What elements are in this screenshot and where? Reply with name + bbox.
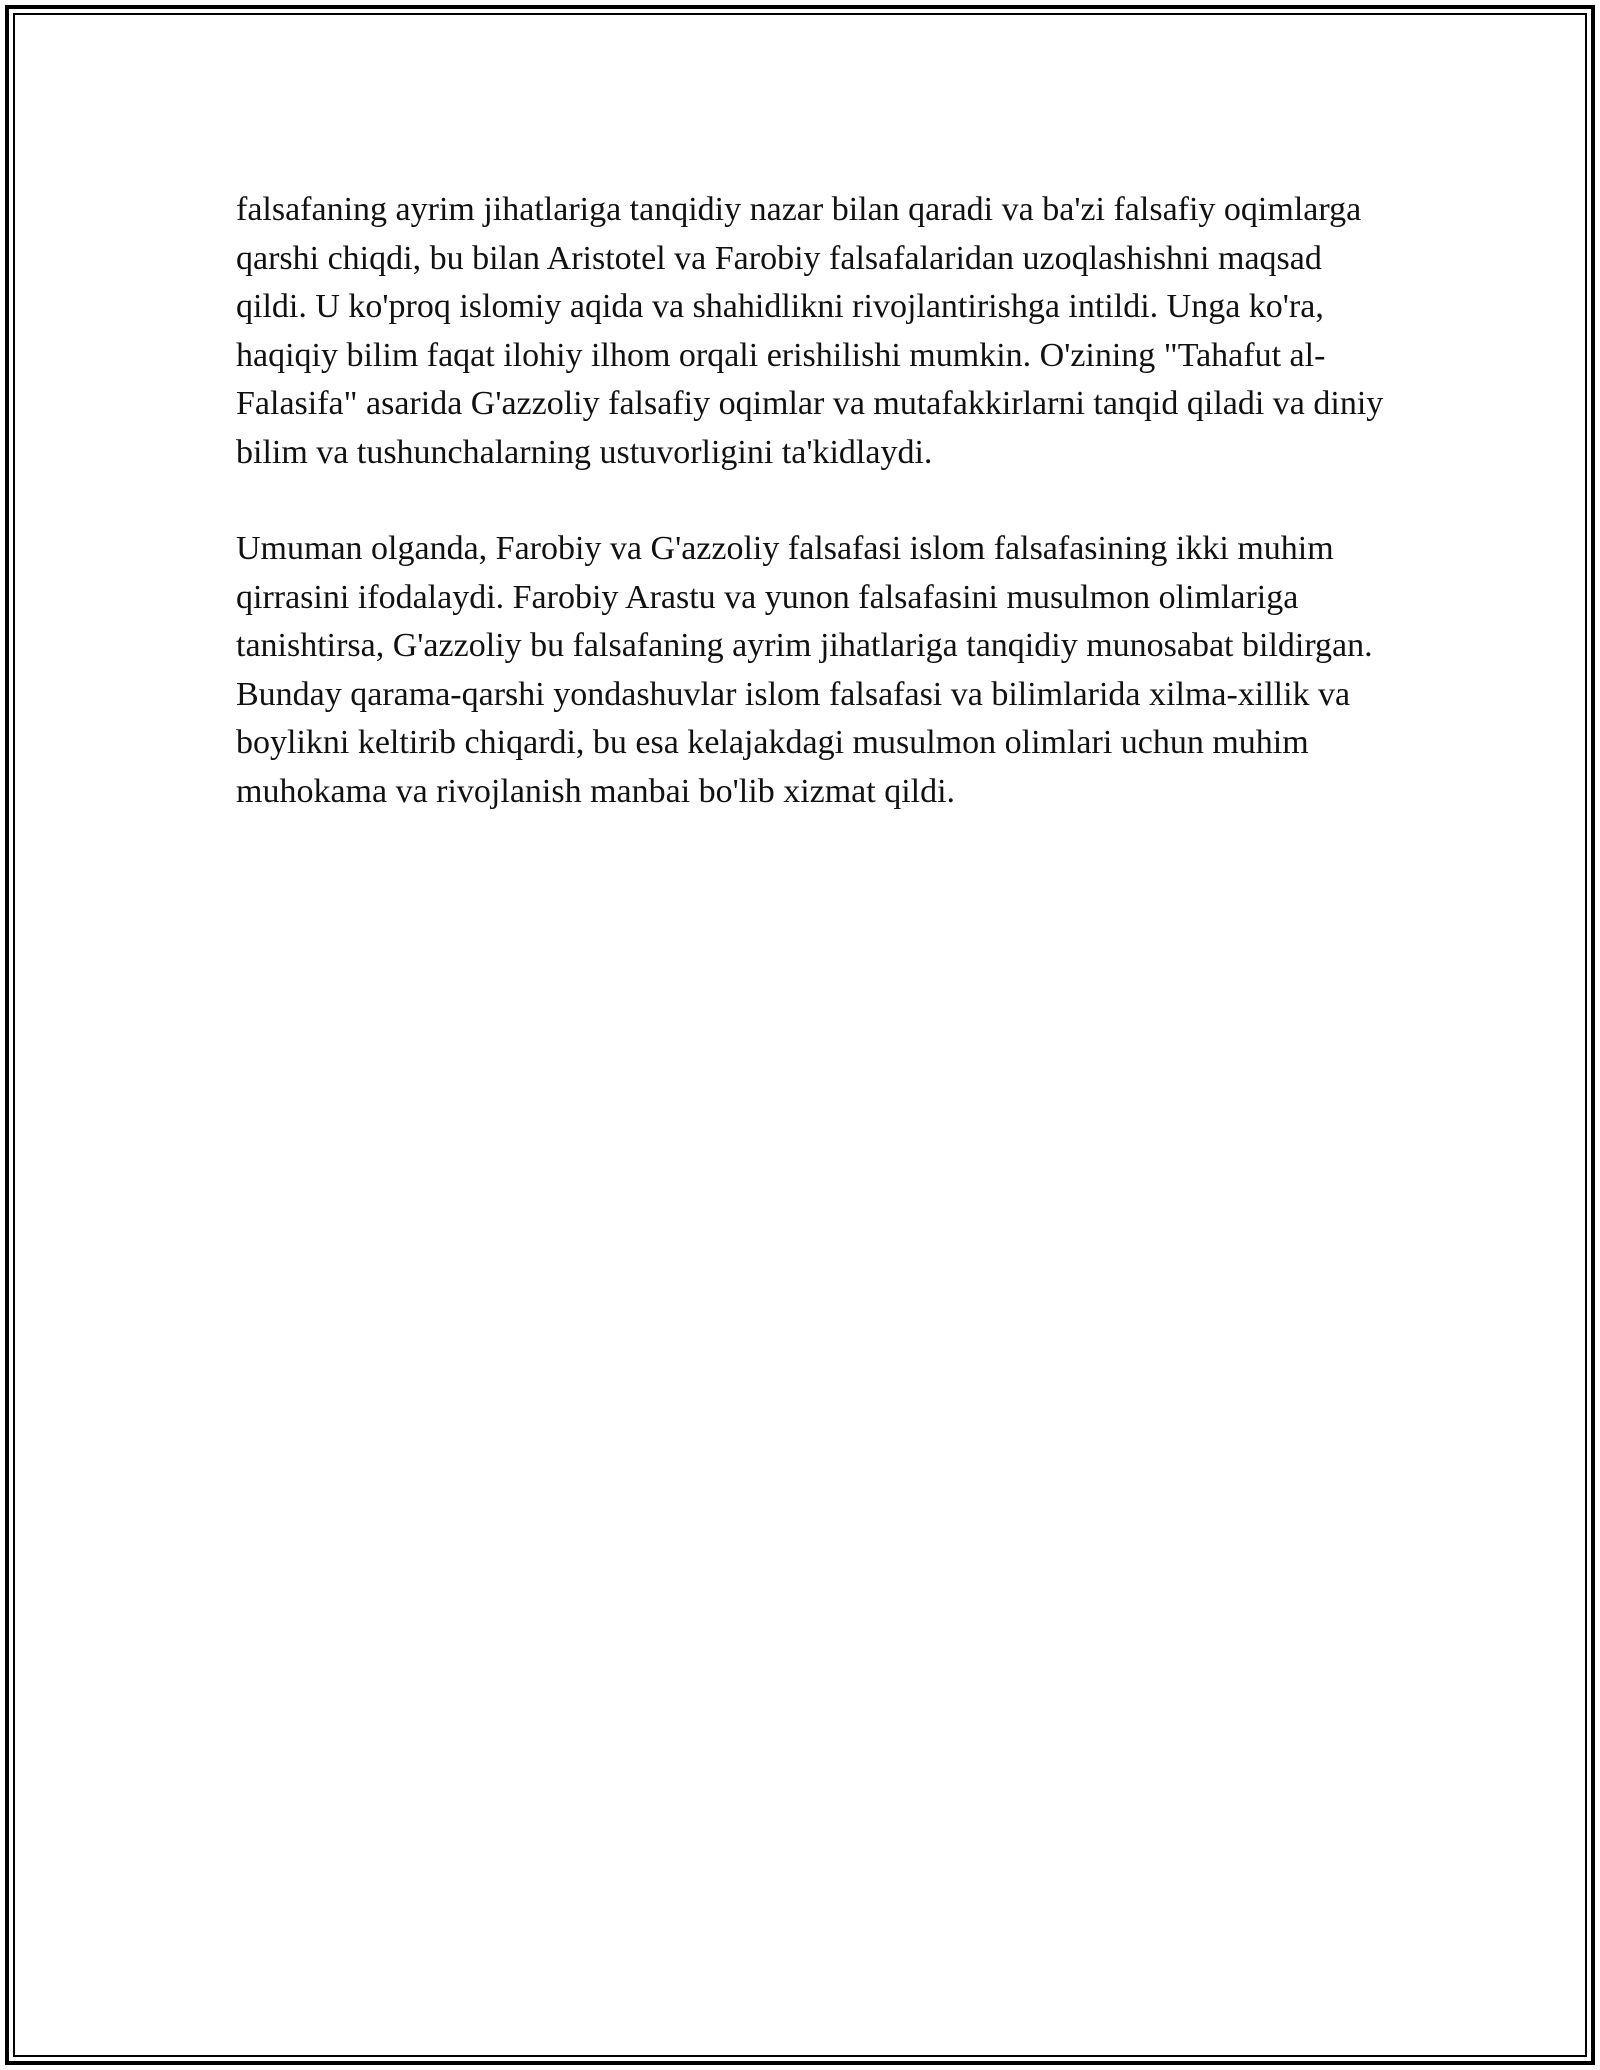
paragraph: Umuman olganda, Farobiy va G'azzoliy falsafasi islom falsafasining ikki muhim qirrasini ifodalaydi. Farobiy Arastu va yunon falsafasini musulmon olimlariga tanishtirsa, G'azzoliy bu falsafaning ayrim jihatlariga tanqidiy munosabat bildirgan. Bunday qarama-qarshi yondashuvlar islom falsafasi va bilimlarida xilma-xillik va boylikni keltirib chiqardi, bu esa kelajakdagi musulmon olimlari uchun muhim muhokama va rivojlanish manbai bo'lib xizmat qildi. (236, 530, 1373, 810)
paragraph: falsafaning ayrim jihatlariga tanqidiy nazar bilan qaradi va ba'zi falsafiy oqimlarga qarshi chiqdi, bu bilan Aristotel va Farobiy falsafalaridan uzoqlashishni maqsad qildi. U ko'proq islomiy aqida va shahidlikni rivojlantirishga intildi. Unga ko'ra, haqiqiy bilim faqat ilohiy ilhom orqali erishilishi mumkin. O'zining "Tahafut al-Falasifa" asarida G'azzoliy falsafiy oqimlar va mutafakkirlarni tanqid qiladi va diniy bilim va tushunchalarning ustuvorligini ta'kidlaydi. (236, 191, 1384, 471)
document-body (236, 186, 1396, 864)
